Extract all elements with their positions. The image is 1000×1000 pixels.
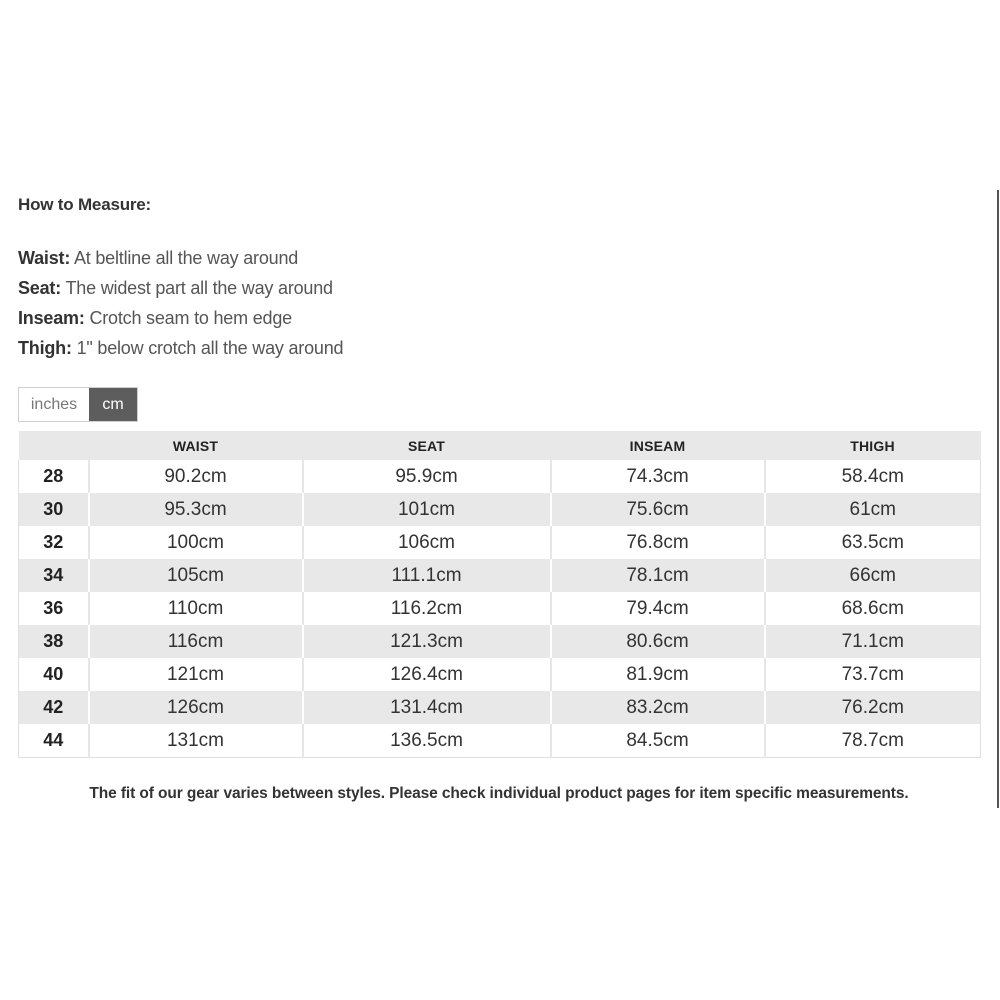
table-row bbox=[19, 526, 981, 559]
cell-seat: 136.5cm bbox=[303, 724, 551, 758]
column-header-thigh: THIGH bbox=[765, 431, 981, 460]
table-row bbox=[19, 559, 981, 592]
definition-term: Thigh: bbox=[18, 338, 72, 358]
cell-size: 30 bbox=[19, 493, 89, 526]
table-row bbox=[19, 592, 981, 625]
cm-toggle-button[interactable]: cm bbox=[89, 388, 137, 421]
cell-inseam: 78.1cm bbox=[551, 559, 765, 592]
definition-inseam bbox=[18, 303, 980, 333]
cell-thigh: 63.5cm bbox=[765, 526, 981, 559]
column-header-waist: WAIST bbox=[89, 431, 303, 460]
cell-inseam: 75.6cm bbox=[551, 493, 765, 526]
cell-seat: 95.9cm bbox=[303, 460, 551, 493]
cell-inseam: 80.6cm bbox=[551, 625, 765, 658]
cell-seat: 126.4cm bbox=[303, 658, 551, 691]
size-guide bbox=[18, 193, 980, 803]
fit-disclaimer: The fit of our gear varies between styles. Please check individual product pages for item specific measurements. bbox=[89, 785, 909, 802]
cell-size: 32 bbox=[19, 526, 89, 559]
cell-inseam: 76.8cm bbox=[551, 526, 765, 559]
definition-waist bbox=[18, 243, 980, 273]
page-edge-rule bbox=[997, 190, 999, 808]
cell-waist: 90.2cm bbox=[89, 460, 303, 493]
column-header-size bbox=[19, 431, 89, 460]
table-row bbox=[19, 493, 981, 526]
cell-size: 42 bbox=[19, 691, 89, 724]
cell-thigh: 76.2cm bbox=[765, 691, 981, 724]
definition-term: Waist: bbox=[18, 248, 71, 268]
cell-inseam: 84.5cm bbox=[551, 724, 765, 758]
cell-thigh: 68.6cm bbox=[765, 592, 981, 625]
definition-text: Crotch seam to hem edge bbox=[84, 308, 292, 328]
cell-thigh: 71.1cm bbox=[765, 625, 981, 658]
cell-inseam: 74.3cm bbox=[551, 460, 765, 493]
column-header-seat: SEAT bbox=[303, 431, 551, 460]
cell-seat: 121.3cm bbox=[303, 625, 551, 658]
size-table bbox=[18, 431, 981, 758]
inches-toggle-button[interactable]: inches bbox=[19, 388, 89, 421]
cell-seat: 131.4cm bbox=[303, 691, 551, 724]
definition-term: Seat: bbox=[18, 278, 62, 298]
cell-size: 28 bbox=[19, 460, 89, 493]
cell-waist: 110cm bbox=[89, 592, 303, 625]
cell-waist: 95.3cm bbox=[89, 493, 303, 526]
cell-inseam: 83.2cm bbox=[551, 691, 765, 724]
definition-text: 1" below crotch all the way around bbox=[71, 338, 344, 358]
table-header-row bbox=[19, 431, 981, 460]
how-to-measure-heading: How to Measure: bbox=[18, 195, 152, 214]
cell-waist: 121cm bbox=[89, 658, 303, 691]
cell-thigh: 58.4cm bbox=[765, 460, 981, 493]
cell-size: 40 bbox=[19, 658, 89, 691]
cell-thigh: 78.7cm bbox=[765, 724, 981, 758]
cell-waist: 100cm bbox=[89, 526, 303, 559]
cell-thigh: 73.7cm bbox=[765, 658, 981, 691]
cell-waist: 116cm bbox=[89, 625, 303, 658]
cell-size: 34 bbox=[19, 559, 89, 592]
cell-waist: 105cm bbox=[89, 559, 303, 592]
definition-term: Inseam: bbox=[18, 308, 85, 328]
cell-inseam: 79.4cm bbox=[551, 592, 765, 625]
cell-waist: 131cm bbox=[89, 724, 303, 758]
cell-size: 44 bbox=[19, 724, 89, 758]
cell-thigh: 66cm bbox=[765, 559, 981, 592]
table-row bbox=[19, 460, 981, 493]
table-row bbox=[19, 658, 981, 691]
definition-thigh bbox=[18, 333, 980, 363]
table-row bbox=[19, 625, 981, 658]
cell-inseam: 81.9cm bbox=[551, 658, 765, 691]
cell-seat: 111.1cm bbox=[303, 559, 551, 592]
cell-seat: 106cm bbox=[303, 526, 551, 559]
definition-text: The widest part all the way around bbox=[61, 278, 333, 298]
cell-waist: 126cm bbox=[89, 691, 303, 724]
cell-seat: 101cm bbox=[303, 493, 551, 526]
table-row bbox=[19, 724, 981, 758]
cell-size: 36 bbox=[19, 592, 89, 625]
cell-seat: 116.2cm bbox=[303, 592, 551, 625]
definition-seat bbox=[18, 273, 980, 303]
definition-text: At beltline all the way around bbox=[70, 248, 299, 268]
cell-size: 38 bbox=[19, 625, 89, 658]
cell-thigh: 61cm bbox=[765, 493, 981, 526]
table-row bbox=[19, 691, 981, 724]
measurement-definitions bbox=[18, 243, 980, 363]
table-body bbox=[19, 460, 981, 758]
unit-toggle bbox=[18, 387, 138, 422]
column-header-inseam: INSEAM bbox=[551, 431, 765, 460]
